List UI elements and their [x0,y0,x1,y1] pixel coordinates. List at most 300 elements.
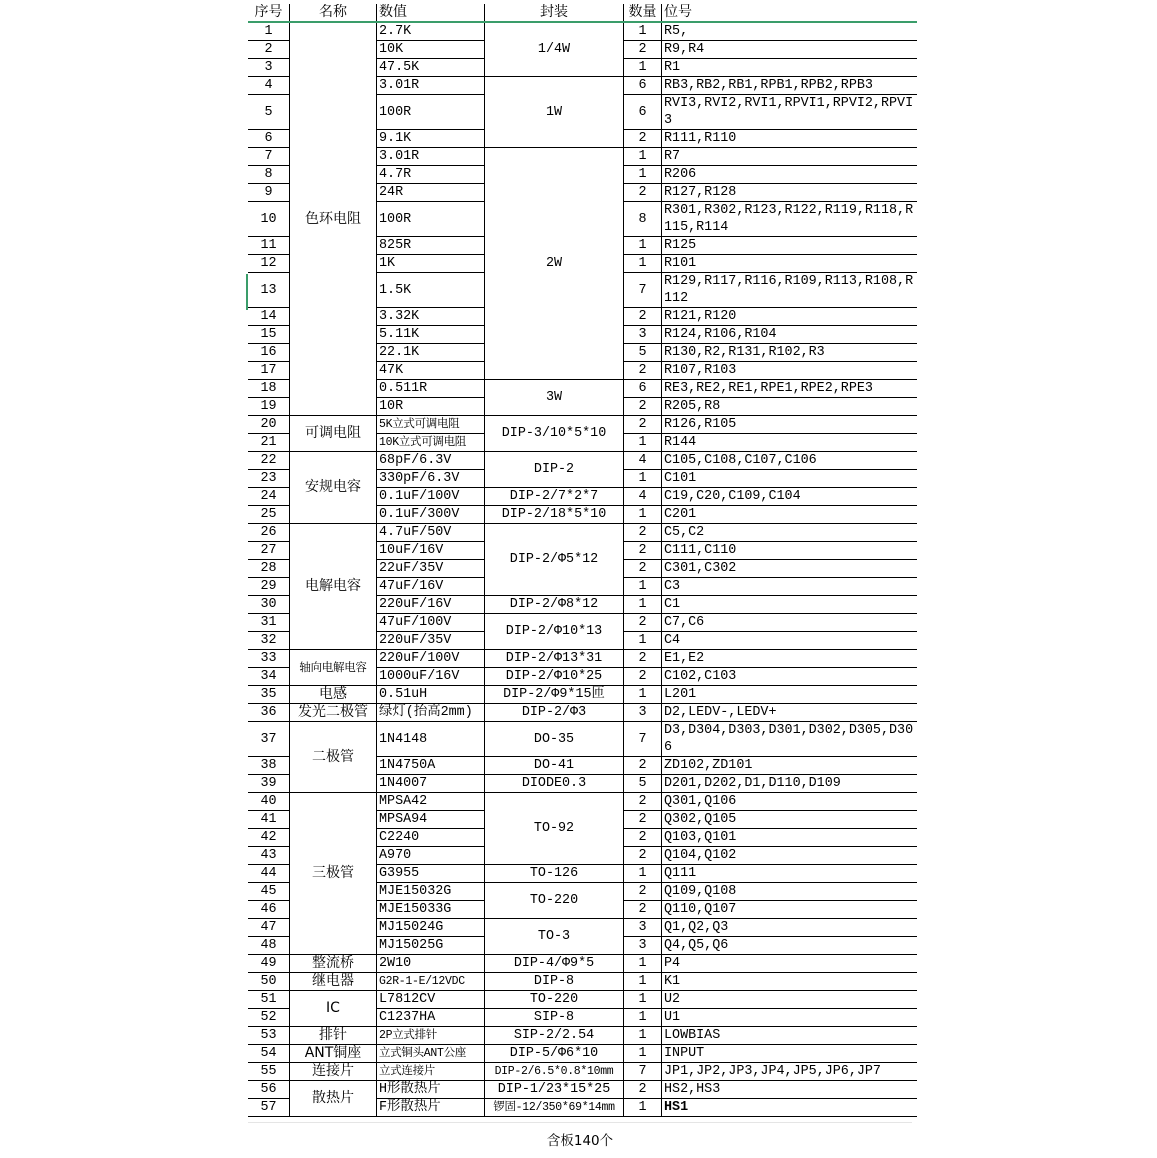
reference-cell[interactable]: Q109,Q108 [662,883,918,901]
bom-sheet [248,4,917,1117]
package-cell[interactable]: 1/4W [485,22,624,77]
package-cell[interactable]: TO-92 [485,793,624,865]
quantity-cell[interactable]: 1 [624,991,662,1009]
quantity-cell[interactable]: 1 [624,166,662,184]
quantity-cell[interactable]: 2 [624,560,662,578]
quantity-cell[interactable]: 1 [624,973,662,991]
quantity-cell[interactable]: 2 [624,130,662,148]
quantity-cell[interactable]: 2 [624,416,662,434]
reference-cell[interactable]: RE3,RE2,RE1,RPE1,RPE2,RPE3 [662,380,918,398]
value-cell[interactable]: 220uF/16V [377,596,485,614]
value-cell[interactable]: 100R [377,202,485,237]
package-cell[interactable]: DIP-2/Φ13*31 [485,650,624,668]
row-index-cell[interactable]: 22 [248,452,290,470]
value-cell[interactable]: 47uF/16V [377,578,485,596]
value-cell[interactable]: 0.1uF/300V [377,506,485,524]
reference-cell[interactable]: C4 [662,632,918,650]
row-index-cell[interactable]: 52 [248,1009,290,1027]
table-row [248,650,917,668]
table-row [248,1027,917,1045]
row-index-cell[interactable]: 36 [248,704,290,722]
value-cell[interactable]: MJE15032G [377,883,485,901]
reference-cell[interactable]: R126,R105 [662,416,918,434]
reference-cell[interactable]: C111,C110 [662,542,918,560]
row-index-cell[interactable]: 20 [248,416,290,434]
quantity-cell[interactable]: 2 [624,308,662,326]
quantity-cell[interactable]: 1 [624,686,662,704]
value-cell[interactable]: 4.7R [377,166,485,184]
quantity-cell[interactable]: 1 [624,1009,662,1027]
header-index[interactable]: 序号 [248,4,290,22]
value-cell[interactable]: 3.32K [377,308,485,326]
quantity-cell[interactable]: 7 [624,1063,662,1081]
value-cell[interactable]: 立式铜头ANT公座 [377,1045,485,1063]
package-cell[interactable]: TO-220 [485,883,624,919]
row-index-cell[interactable]: 17 [248,362,290,380]
quantity-cell[interactable]: 5 [624,775,662,793]
reference-cell[interactable]: INPUT [662,1045,918,1063]
reference-cell[interactable]: C301,C302 [662,560,918,578]
component-name-cell[interactable]: 电感 [290,686,377,704]
reference-cell[interactable]: C102,C103 [662,668,918,686]
row-index-cell[interactable]: 15 [248,326,290,344]
row-index-cell[interactable]: 54 [248,1045,290,1063]
quantity-cell[interactable]: 1 [624,865,662,883]
table-row [248,524,917,542]
value-cell[interactable]: 2.7K [377,22,485,41]
value-cell[interactable]: A970 [377,847,485,865]
reference-cell[interactable]: R107,R103 [662,362,918,380]
quantity-cell[interactable]: 2 [624,650,662,668]
component-name-cell[interactable]: 发光二极管 [290,704,377,722]
value-cell[interactable]: 47uF/100V [377,614,485,632]
package-cell[interactable]: DIP-2/Φ10*25 [485,668,624,686]
value-cell[interactable]: 220uF/35V [377,632,485,650]
package-cell[interactable]: DIP-1/23*15*25 [485,1081,624,1099]
reference-cell[interactable]: C5,C2 [662,524,918,542]
reference-cell[interactable]: D2,LEDV-,LEDV+ [662,704,918,722]
table-row [248,973,917,991]
package-cell[interactable]: TO-126 [485,865,624,883]
value-cell[interactable]: H形散热片 [377,1081,485,1099]
quantity-cell[interactable]: 2 [624,901,662,919]
reference-cell[interactable]: L201 [662,686,918,704]
reference-cell[interactable]: K1 [662,973,918,991]
row-index-cell[interactable]: 56 [248,1081,290,1099]
reference-cell[interactable]: RB3,RB2,RB1,RPB1,RPB2,RPB3 [662,77,918,95]
reference-cell[interactable]: R7 [662,148,918,166]
reference-cell[interactable]: R206 [662,166,918,184]
package-cell[interactable]: SIP-8 [485,1009,624,1027]
quantity-cell[interactable]: 2 [624,757,662,775]
value-cell[interactable]: 24R [377,184,485,202]
quantity-cell[interactable]: 2 [624,398,662,416]
row-index-cell[interactable]: 11 [248,237,290,255]
value-cell[interactable]: 10K [377,41,485,59]
quantity-cell[interactable]: 1 [624,596,662,614]
table-row [248,704,917,722]
quantity-cell[interactable]: 3 [624,919,662,937]
reference-cell[interactable]: R121,R120 [662,308,918,326]
component-name-cell[interactable]: 排针 [290,1027,377,1045]
table-row [248,1063,917,1081]
component-name-cell[interactable]: 安规电容 [290,452,377,524]
component-name-cell[interactable]: 轴向电解电容 [290,650,377,686]
value-cell[interactable]: MJE15033G [377,901,485,919]
value-cell[interactable]: 10R [377,398,485,416]
reference-cell[interactable]: R111,R110 [662,130,918,148]
component-name-cell[interactable]: 二极管 [290,722,377,793]
package-cell[interactable]: DIP-2/Φ9*15匝 [485,686,624,704]
reference-cell[interactable]: D201,D202,D1,D110,D109 [662,775,918,793]
reference-cell[interactable]: C7,C6 [662,614,918,632]
quantity-cell[interactable]: 2 [624,1081,662,1099]
quantity-cell[interactable]: 1 [624,506,662,524]
row-index-cell[interactable]: 30 [248,596,290,614]
table-row [248,1081,917,1099]
quantity-cell[interactable]: 5 [624,344,662,362]
row-index-cell[interactable]: 40 [248,793,290,811]
row-index-cell[interactable]: 53 [248,1027,290,1045]
table-row [248,955,917,973]
row-index-cell[interactable]: 42 [248,829,290,847]
component-name-cell[interactable]: 散热片 [290,1081,377,1117]
reference-cell[interactable]: Q301,Q106 [662,793,918,811]
component-name-cell[interactable]: 三极管 [290,793,377,955]
quantity-cell[interactable]: 1 [624,237,662,255]
reference-cell[interactable]: U2 [662,991,918,1009]
quantity-cell[interactable]: 1 [624,148,662,166]
row-index-cell[interactable]: 47 [248,919,290,937]
package-cell[interactable]: 锣固-12/350*69*14mm [485,1099,624,1117]
value-cell[interactable]: 4.7uF/50V [377,524,485,542]
quantity-cell[interactable]: 2 [624,524,662,542]
package-cell[interactable]: DIODE0.3 [485,775,624,793]
row-index-cell[interactable]: 50 [248,973,290,991]
quantity-cell[interactable]: 2 [624,362,662,380]
quantity-cell[interactable]: 8 [624,202,662,237]
reference-cell[interactable]: R125 [662,237,918,255]
quantity-cell[interactable]: 7 [624,722,662,757]
row-index-cell[interactable]: 12 [248,255,290,273]
reference-cell[interactable]: R129,R117,R116,R109,R113,R108,R112 [662,273,918,308]
reference-cell[interactable]: R127,R128 [662,184,918,202]
row-index-cell[interactable]: 7 [248,148,290,166]
value-cell[interactable]: 22.1K [377,344,485,362]
package-cell[interactable]: DIP-2/Φ5*12 [485,524,624,596]
row-index-cell[interactable]: 19 [248,398,290,416]
footer-total[interactable]: 含板140个 [546,1133,614,1149]
package-cell[interactable]: DIP-2/Φ8*12 [485,596,624,614]
reference-cell[interactable]: Q111 [662,865,918,883]
value-cell[interactable]: 0.51uH [377,686,485,704]
value-cell[interactable]: MJ15024G [377,919,485,937]
quantity-cell[interactable]: 2 [624,847,662,865]
reference-cell[interactable]: C3 [662,578,918,596]
row-index-cell[interactable]: 38 [248,757,290,775]
row-index-cell[interactable]: 6 [248,130,290,148]
row-index-cell[interactable]: 26 [248,524,290,542]
table-body [248,22,917,1117]
reference-cell[interactable]: D3,D304,D303,D301,D302,D305,D306 [662,722,918,757]
row-index-cell[interactable]: 8 [248,166,290,184]
quantity-cell[interactable]: 7 [624,273,662,308]
value-cell[interactable]: L7812CV [377,991,485,1009]
value-cell[interactable]: 47.5K [377,59,485,77]
row-index-cell[interactable]: 2 [248,41,290,59]
reference-cell[interactable]: R301,R302,R123,R122,R119,R118,R115,R114 [662,202,918,237]
row-index-cell[interactable]: 10 [248,202,290,237]
quantity-cell[interactable]: 1 [624,434,662,452]
value-cell[interactable]: 100R [377,95,485,130]
value-cell[interactable]: 1.5K [377,273,485,308]
value-cell[interactable]: 68pF/6.3V [377,452,485,470]
row-index-cell[interactable]: 16 [248,344,290,362]
row-index-cell[interactable]: 25 [248,506,290,524]
row-index-cell[interactable]: 33 [248,650,290,668]
header-package[interactable]: 封装 [485,4,624,22]
component-name-cell[interactable]: 继电器 [290,973,377,991]
table-row [248,793,917,811]
package-cell[interactable]: DIP-2/Φ3 [485,704,624,722]
quantity-cell[interactable]: 1 [624,59,662,77]
quantity-cell[interactable]: 1 [624,1027,662,1045]
package-cell[interactable]: DIP-2/6.5*0.8*10mm [485,1063,624,1081]
reference-cell[interactable]: U1 [662,1009,918,1027]
value-cell[interactable]: G2R-1-E/12VDC [377,973,485,991]
quantity-cell[interactable]: 2 [624,793,662,811]
reference-cell[interactable]: Q104,Q102 [662,847,918,865]
value-cell[interactable]: C2240 [377,829,485,847]
header-quantity[interactable]: 数量 [624,4,662,22]
row-index-cell[interactable]: 35 [248,686,290,704]
package-cell[interactable]: DIP-5/Φ6*10 [485,1045,624,1063]
row-index-cell[interactable]: 18 [248,380,290,398]
value-cell[interactable]: 5K立式可调电阻 [377,416,485,434]
quantity-cell[interactable]: 1 [624,1099,662,1117]
reference-cell[interactable]: R5, [662,22,918,41]
quantity-cell[interactable]: 4 [624,488,662,506]
component-name-cell[interactable]: 整流桥 [290,955,377,973]
value-cell[interactable]: 9.1K [377,130,485,148]
quantity-cell[interactable]: 2 [624,829,662,847]
reference-cell[interactable]: C19,C20,C109,C104 [662,488,918,506]
value-cell[interactable]: 220uF/100V [377,650,485,668]
quantity-cell[interactable]: 1 [624,578,662,596]
value-cell[interactable]: 1N4007 [377,775,485,793]
package-cell[interactable]: DIP-2 [485,452,624,488]
bom-table [248,4,917,1117]
reference-cell[interactable]: Q302,Q105 [662,811,918,829]
component-name-cell[interactable]: 色环电阻 [290,22,377,416]
row-index-cell[interactable]: 13 [248,273,290,308]
package-cell[interactable]: 2W [485,148,624,380]
value-cell[interactable]: 3.01R [377,77,485,95]
quantity-cell[interactable]: 2 [624,614,662,632]
value-cell[interactable]: 1K [377,255,485,273]
quantity-cell[interactable]: 3 [624,704,662,722]
quantity-cell[interactable]: 1 [624,1045,662,1063]
table-row [248,22,917,41]
component-name-cell[interactable]: IC [290,991,377,1027]
value-cell[interactable]: 2P立式排针 [377,1027,485,1045]
row-index-cell[interactable]: 34 [248,668,290,686]
reference-cell[interactable]: R144 [662,434,918,452]
reference-cell[interactable]: P4 [662,955,918,973]
header-row [248,4,917,22]
package-cell[interactable]: DIP-8 [485,973,624,991]
quantity-cell[interactable]: 2 [624,184,662,202]
row-index-cell[interactable]: 21 [248,434,290,452]
value-cell[interactable]: 22uF/35V [377,560,485,578]
reference-cell[interactable]: Q4,Q5,Q6 [662,937,918,955]
quantity-cell[interactable]: 2 [624,883,662,901]
package-cell[interactable]: DIP-2/Φ10*13 [485,614,624,650]
row-index-cell[interactable]: 51 [248,991,290,1009]
reference-cell[interactable]: C105,C108,C107,C106 [662,452,918,470]
value-cell[interactable]: 3.01R [377,148,485,166]
header-reference[interactable]: 位号 [662,4,918,22]
reference-cell[interactable]: C1 [662,596,918,614]
package-cell[interactable]: DO-35 [485,722,624,757]
package-cell[interactable]: TO-3 [485,919,624,955]
value-cell[interactable]: 5.11K [377,326,485,344]
row-index-cell[interactable]: 23 [248,470,290,488]
reference-cell[interactable]: R130,R2,R131,R102,R3 [662,344,918,362]
package-cell[interactable]: DIP-4/Φ9*5 [485,955,624,973]
row-index-cell[interactable]: 41 [248,811,290,829]
reference-cell[interactable]: ZD102,ZD101 [662,757,918,775]
reference-cell[interactable]: C201 [662,506,918,524]
quantity-cell[interactable]: 1 [624,632,662,650]
row-index-cell[interactable]: 14 [248,308,290,326]
row-index-cell[interactable]: 28 [248,560,290,578]
header-value[interactable]: 数值 [377,4,485,22]
value-cell[interactable]: 47K [377,362,485,380]
row-index-cell[interactable]: 44 [248,865,290,883]
reference-cell[interactable]: R124,R106,R104 [662,326,918,344]
quantity-cell[interactable]: 3 [624,326,662,344]
quantity-cell[interactable]: 1 [624,22,662,41]
row-index-cell[interactable]: 46 [248,901,290,919]
component-name-cell[interactable]: 电解电容 [290,524,377,650]
row-index-cell[interactable]: 5 [248,95,290,130]
value-cell[interactable]: 立式连接片 [377,1063,485,1081]
row-index-cell[interactable]: 29 [248,578,290,596]
value-cell[interactable]: F形散热片 [377,1099,485,1117]
reference-cell[interactable]: E1,E2 [662,650,918,668]
quantity-cell[interactable]: 1 [624,470,662,488]
value-cell[interactable]: MPSA94 [377,811,485,829]
reference-cell[interactable]: R101 [662,255,918,273]
package-cell[interactable]: 1W [485,77,624,148]
quantity-cell[interactable]: 1 [624,955,662,973]
reference-cell[interactable]: Q1,Q2,Q3 [662,919,918,937]
package-cell[interactable]: 3W [485,380,624,416]
value-cell[interactable]: MPSA42 [377,793,485,811]
row-index-cell[interactable]: 1 [248,22,290,41]
value-cell[interactable]: 1000uF/16V [377,668,485,686]
row-index-cell[interactable]: 43 [248,847,290,865]
reference-cell[interactable]: HS2,HS3 [662,1081,918,1099]
quantity-cell[interactable]: 4 [624,452,662,470]
reference-cell[interactable]: C101 [662,470,918,488]
quantity-cell[interactable]: 2 [624,668,662,686]
table-row [248,1045,917,1063]
value-cell[interactable]: 2W10 [377,955,485,973]
quantity-cell[interactable]: 6 [624,77,662,95]
row-index-cell[interactable]: 45 [248,883,290,901]
quantity-cell[interactable]: 2 [624,542,662,560]
row-index-cell[interactable]: 37 [248,722,290,757]
quantity-cell[interactable]: 2 [624,811,662,829]
reference-cell[interactable]: R9,R4 [662,41,918,59]
component-name-cell[interactable]: 连接片 [290,1063,377,1081]
value-cell[interactable]: 1N4148 [377,722,485,757]
value-cell[interactable]: C1237HA [377,1009,485,1027]
value-cell[interactable]: 10uF/16V [377,542,485,560]
reference-cell[interactable]: R1 [662,59,918,77]
package-cell[interactable]: DIP-2/7*2*7 [485,488,624,506]
value-cell[interactable]: 10K立式可调电阻 [377,434,485,452]
package-cell[interactable]: DIP-3/10*5*10 [485,416,624,452]
quantity-cell[interactable]: 1 [624,255,662,273]
package-cell[interactable]: TO-220 [485,991,624,1009]
reference-cell[interactable]: JP1,JP2,JP3,JP4,JP5,JP6,JP7 [662,1063,918,1081]
quantity-cell[interactable]: 2 [624,41,662,59]
value-cell[interactable]: 0.511R [377,380,485,398]
row-selection-indicator [246,274,248,310]
table-row [248,452,917,470]
reference-cell[interactable]: Q103,Q101 [662,829,918,847]
reference-cell[interactable]: Q110,Q107 [662,901,918,919]
row-index-cell[interactable]: 32 [248,632,290,650]
row-index-cell[interactable]: 9 [248,184,290,202]
quantity-cell[interactable]: 6 [624,380,662,398]
value-cell[interactable]: 1N4750A [377,757,485,775]
value-cell[interactable]: G3955 [377,865,485,883]
component-name-cell[interactable]: ANT铜座 [290,1045,377,1063]
reference-cell[interactable]: HS1 [662,1099,918,1117]
row-index-cell[interactable]: 55 [248,1063,290,1081]
value-cell[interactable]: 330pF/6.3V [377,470,485,488]
row-index-cell[interactable]: 3 [248,59,290,77]
table-row [248,991,917,1009]
reference-cell[interactable]: R205,R8 [662,398,918,416]
header-name[interactable]: 名称 [290,4,377,22]
reference-cell[interactable]: RVI3,RVI2,RVI1,RPVI1,RPVI2,RPVI3 [662,95,918,130]
component-name-cell[interactable]: 可调电阻 [290,416,377,452]
row-index-cell[interactable]: 27 [248,542,290,560]
value-cell[interactable]: 0.1uF/100V [377,488,485,506]
value-cell[interactable]: 825R [377,237,485,255]
row-index-cell[interactable]: 48 [248,937,290,955]
value-cell[interactable]: 绿灯(抬高2mm) [377,704,485,722]
row-index-cell[interactable]: 49 [248,955,290,973]
row-index-cell[interactable]: 31 [248,614,290,632]
row-index-cell[interactable]: 39 [248,775,290,793]
package-cell[interactable]: DO-41 [485,757,624,775]
row-index-cell[interactable]: 57 [248,1099,290,1117]
row-index-cell[interactable]: 24 [248,488,290,506]
row-index-cell[interactable]: 4 [248,77,290,95]
package-cell[interactable]: SIP-2/2.54 [485,1027,624,1045]
quantity-cell[interactable]: 3 [624,937,662,955]
value-cell[interactable]: MJ15025G [377,937,485,955]
reference-cell[interactable]: LOWBIAS [662,1027,918,1045]
package-cell[interactable]: DIP-2/18*5*10 [485,506,624,524]
quantity-cell[interactable]: 6 [624,95,662,130]
